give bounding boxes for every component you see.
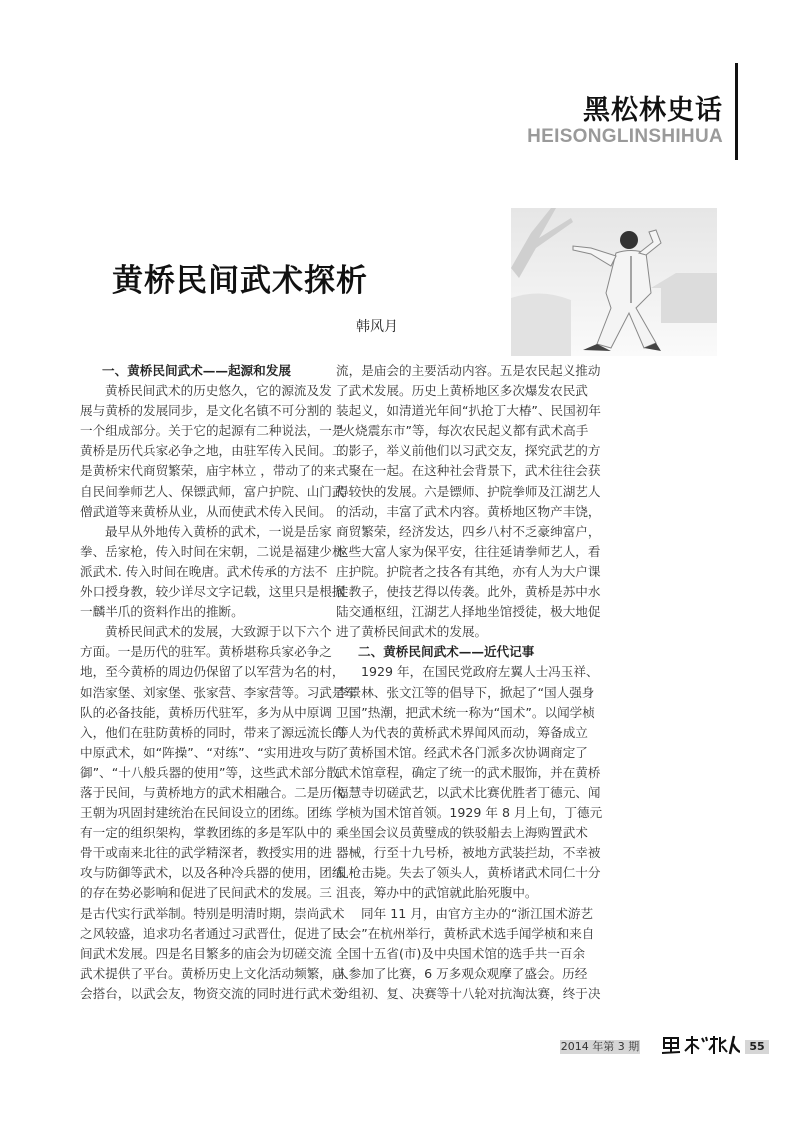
text-line: 了黄桥国术馆。经武术各门派多次协调商定了 (336, 744, 588, 760)
section-divider (735, 63, 738, 160)
text-line: 队的必备技能，黄桥历代驻军，多为从中原调 (80, 704, 332, 720)
text-line: 会搭台，以武会友，物资交流的同时进行武术交 (80, 985, 345, 1001)
text-line: 最早从外地传入黄桥的武术，一说是岳家 (105, 523, 332, 539)
text-line: 是古代实行武举制。特别是明清时期，崇尚武术 (80, 905, 345, 921)
text-line: 乱枪击毙。失去了领头人，黄桥诸武术同仁十分 (336, 865, 601, 881)
text-line: 全国十五省(市)及中央国术馆的选手共一百余 (336, 945, 586, 961)
text-line: 了武术发展。历史上黄桥地区多次爆发农民武 (336, 383, 588, 399)
text-line: 展与黄桥的发展同步，是文化名镇不可分割的 (80, 403, 332, 419)
text-line: 地，至今黄桥的周边仍保留了以军营为名的村， (80, 664, 345, 680)
article-author: 韩风月 (356, 319, 398, 335)
text-line: 商贸繁荣，经济发达，四乡八村不乏豪绅富户， (336, 523, 601, 539)
text-line: 分组初、复、决赛等十八轮对抗淘汰赛，终于决 (336, 985, 601, 1001)
text-line: 同年 11 月，由官方主办的“浙江国术游艺 (361, 905, 594, 921)
text-line: 徒教子，使技艺得以传袭。此外，黄桥是苏中水 (336, 584, 601, 600)
text-line: 陆交通枢纽，江湖艺人择地坐馆授徒，极大地促 (336, 604, 601, 620)
text-line: 落于民间，与黄桥地方的武术相融合。二是历代 (80, 784, 345, 800)
text-line: 有一定的组织架构，掌教团练的多是军队中的 (80, 825, 332, 841)
left-column (80, 361, 358, 1004)
text-line: 王朝为巩固封建统治在民间设立的团练。团练 (80, 805, 332, 821)
text-line: 这些大富人家为保平安，往往延请拳师艺人，看 (336, 543, 601, 559)
text-line: 器械，行至十九号桥，被地方武装拦劫，不幸被 (336, 845, 601, 861)
section-title: 黑松林史话 (583, 95, 723, 126)
magazine-logo (660, 1034, 740, 1056)
text-line: 一个组成部分。关于它的起源有二种说法，一是 (80, 423, 345, 439)
text-line: 卫国”热潮，把武术统一称为“国术”。以闻学桢 (336, 704, 595, 720)
text-line: 如浩家堡、刘家堡、张家营、李家营等。习武是军 (80, 684, 358, 700)
text-line: 的存在势必影响和促进了民间武术的发展。三 (80, 885, 332, 901)
text-line: 1929 年，在国民党政府左翼人士冯玉祥、 (361, 664, 599, 680)
text-line: 御”、“十八般兵器的使用”等，这些武术部分散 (80, 764, 339, 780)
section-heading: 二、黄桥民间武术——近代记事 (358, 644, 535, 660)
text-line: 黄桥是历代兵家必争之地，由驻军传入民间。二 (80, 443, 345, 459)
page-number: 55 (745, 1040, 769, 1054)
section-heading: 一、黄桥民间武术——起源和发展 (102, 363, 291, 378)
text-line: 的影子，举义前他们以习武交友，探究武艺的方 (336, 443, 601, 459)
text-line: 进了黄桥民间武术的发展。 (336, 624, 488, 640)
text-line: 拳、岳家枪，传入时间在宋朝，二说是福建少林 (80, 543, 345, 559)
issue-label: 2014 年第 3 期 (560, 1040, 640, 1053)
text-line: 人参加了比赛，6 万多观众观摩了盛会。历经 (336, 965, 588, 981)
text-line: 福慧寺切磋武艺，以武术比赛优胜者丁德元、闻 (336, 784, 601, 800)
text-line: 入，他们在驻防黄桥的同时，带来了源远流长的 (80, 724, 345, 740)
text-line: 装起义，如清道光年间“扒抢丁大椿”、民国初年 (336, 403, 601, 419)
text-line: 的活动，丰富了武术内容。黄桥地区物产丰饶， (336, 503, 601, 519)
text-line: 黄桥民间武术的历史悠久，它的源流及发 (105, 383, 332, 399)
text-line: 黄桥民间武术的发展，大致源于以下六个 (105, 624, 332, 640)
text-line: 间武术发展。四是名目繁多的庙会为切磋交流 (80, 945, 332, 961)
text-line: 流，是庙会的主要活动内容。五是农民起义推动 (336, 363, 601, 378)
text-line: “火烧震东市”等，每次农民起义都有武术高手 (336, 423, 589, 439)
text-line: 中原武术，如“阵操”、“对练”、“实用进攻与防 (80, 744, 340, 760)
text-line: 外口授身教，较少详尽文字记载，这里只是根据 (80, 584, 345, 600)
text-line: 学桢为国术馆首领。1929 年 8 月上旬，丁德元 (336, 805, 603, 821)
right-column (336, 361, 603, 1004)
text-line: 派武术. 传入时间在晚唐。武术传承的方法不 (80, 563, 328, 579)
text-line: 沮丧，筹办中的武馆就此胎死腹中。 (336, 885, 538, 901)
text-line: 得较快的发展。六是镖师、护院拳师及江湖艺人 (336, 483, 601, 499)
text-line: 骨干或南来北往的武学精深者，教授实用的进 (80, 845, 332, 861)
text-line: 自民间拳师艺人、保镖武师，富户护院、山门武 (80, 483, 345, 499)
text-line: 庄护院。护院者之技各有其绝，亦有人为大户课 (336, 563, 601, 579)
text-line: 大会”在杭州举行，黄桥武术选手闻学桢和来自 (336, 925, 595, 941)
text-line: 等人为代表的黄桥武术界闻风而动，筹备成立 (336, 724, 588, 740)
text-line: 式聚在一起。在这种社会背景下，武术往往会获 (336, 463, 601, 479)
section-title-english: HEISONGLINSHIHUA (527, 126, 723, 147)
text-line: 武术提供了平台。黄桥历史上文化活动频繁，庙 (80, 965, 345, 981)
tai-chi-illustration (511, 208, 717, 356)
article-title: 黄桥民间武术探析 (112, 263, 368, 299)
text-line: 一麟半爪的资料作出的推断。 (80, 604, 244, 620)
text-line: 方面。一是历代的驻军。黄桥堪称兵家必争之 (80, 644, 332, 660)
text-line: 乘坐国会议员黄璧成的铁驳船去上海购置武术 (336, 825, 588, 841)
text-line: 是黄桥宋代商贸繁荣，庙宇林立 ，带动了的来 (80, 463, 336, 479)
text-line: 僧武道等来黄桥从业，从而使武术传入民间。 (80, 503, 332, 519)
text-line: 攻与防御等武术，以及各种冷兵器的使用，团练 (80, 865, 345, 881)
text-line: 李景林、张文江等的倡导下，掀起了“国人强身 (336, 684, 595, 700)
text-line: 之风较盛，追求功名者通过习武晋仕，促进了民 (80, 925, 345, 941)
text-line: 武术馆章程，确定了统一的武术服饰，并在黄桥 (336, 764, 601, 780)
